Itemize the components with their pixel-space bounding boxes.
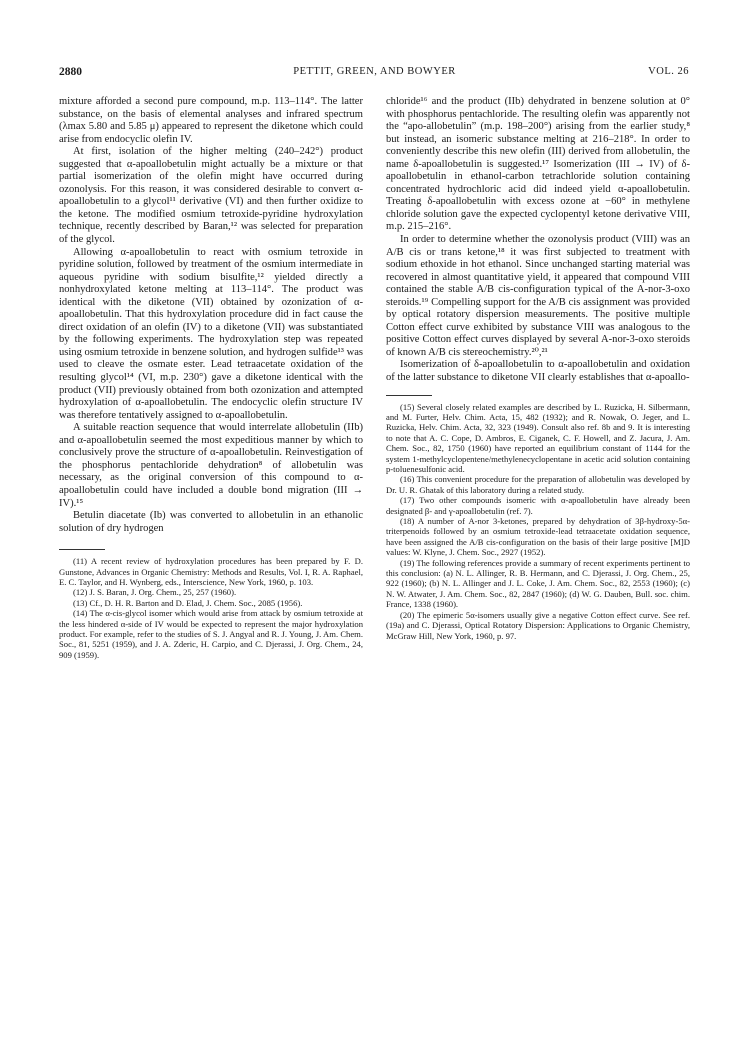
left-column — [59, 96, 363, 660]
body-paragraph: mixture afforded a second pure compound, m.p. 113–114°. The latter substance, on the basis of elemental analyses and infrared spectrum (λmax 5.80 and 5.85 μ) appeared to represent the diketone which could arise from endocyclic olefin IV. — [59, 96, 363, 145]
footnote: (19) The following references provide a summary of recent experiments pertinent to this conclusion: (a) N. L. Allinger, R. B. Hermann, and C. Djerassi, J. Org. Chem., 25, 922 (1960); (b) N. L. Allinger and J. L. Coke, J. Am. Chem. Soc., 82, 2553 (1960); (c) N. W. Atwater, J. Am. Chem. Soc., 82, 2847 (1960); (d) W. G. Dauben, Bull. soc. chim. France, 1338 (1960). — [386, 557, 690, 610]
body-paragraph: Isomerization of δ-apoallobetulin to α-apoallobetulin and oxidation of the latter substance to diketone VII clearly establishes that α-apoallo- — [386, 359, 690, 384]
body-paragraph: Betulin diacetate (Ib) was converted to allobetulin in an ethanolic solution of dry hydrogen — [59, 510, 363, 534]
page-number: 2880 — [59, 66, 82, 78]
body-paragraph: Allowing α-apoallobetulin to react with osmium tetroxide in pyridine solution, followed by treatment of the osmium intermediate in aqueous pyridine with sodium bisulfite,¹² yielded directly a nonhydroxylated ketone melting at 113–114°. The product was identical with the diketone (VII) obtained by ozonization of α-apoallobetulin. That this hydroxylation procedure did in fact cause the direct oxidation of an olefin (IV) to a diketone (VII) was substantiated by the following experiments. The hydroxylation step was repeated using osmium tetroxide in benzene solution, and hydrogen sulfide¹³ was used to cleave the osmate ester. Lead tetraacetate oxidation of the resulting glycol¹⁴ (VI, m.p. 230°) gave a diketone identical with the product (VII) previously obtained from both ozonization and attempted hydroxylation of α-apoallobetulin. The endocyclic olefin structure IV was therefore tentatively assigned to α-apoallobetulin. — [59, 246, 363, 421]
footnote: (18) A number of A-nor 3-ketones, prepared by dehydration of 3β-hydroxy-5α-triterpenoids followed by an osmium tetroxide-lead tetraacetate oxidation sequence, have been assigned the A/B cis-configuration on the basis of their large positive [M]D values: W. Klyne, J. Chem. Soc., 2927 (1952). — [386, 516, 690, 558]
footnote: (14) The α-cis-glycol isomer which would arise from attack by osmium tetroxide at the less hindered α-side of IV would be expected to represent the major hydroxylation product. For example, refer to the studies of S. J. Angyal and R. J. Young, J. Am. Chem. Soc., 81, 5251 (1959), and J. A. Zderic, H. Carpio, and C. Djerassi, J. Org. Chem., 24, 909 (1959). — [59, 608, 363, 660]
running-header-authors: PETTIT, GREEN, AND BOWYER — [293, 66, 456, 77]
footnote-divider — [386, 395, 432, 396]
body-paragraph: chloride¹⁶ and the product (IIb) dehydrated in benzene solution at 0° with phosphorus pentachloride. The resulting olefin was apparently not the “apo-allobetulin” (m.p. 198–200°) arising from the earlier study,⁸ but instead, an isomeric substance melting at 216–218°. In order to conveniently describe this new olefin (III) derived from allobetulin, the name δ-apoallobetulin is suggested.¹⁷ Isomerization (III → IV) of δ-apoallobetulin in ethanol-carbon tetrachloride solution containing concentrated hydrochloric acid did indeed yield α-apoallobetulin. Treating δ-apoallobetulin with excess ozone at −60° in methylene chloride solution gave the expected cyclopentyl ketone derivative VIII, m.p. 215–216°. — [386, 96, 690, 233]
footnote-divider — [59, 549, 105, 550]
footnote: (20) The epimeric 5α-isomers usually give a negative Cotton effect curve. See ref. (19a) and C. Djerassi, Optical Rotatory Dispersion: Applications to Organic Chemistry, McGraw Hill, New York, 1960, p. 97. — [386, 609, 690, 641]
body-paragraph: A suitable reaction sequence that would interrelate allobetulin (IIb) and α-apoallobetulin seemed the most expeditious manner by which to conclusively prove the structure of α-apoallobetulin. Reinvestigation of the phosphorus pentachloride dehydration⁸ of allobetulin was necessary, as the original conversion of this compound to α-apoallobetulin could have included a double bond migration (III → IV).¹⁵ — [59, 422, 363, 509]
footnote: (11) A recent review of hydroxylation procedures has been prepared by F. D. Gunstone, Advances in Organic Chemistry: Methods and Results, Vol. I, R. A. Raphael, E. C. Taylor, and H. Wynberg, eds., Interscience, New York, 1960, p. 103. — [59, 556, 363, 587]
footnote: (13) Cf., D. H. R. Barton and D. Elad, J. Chem. Soc., 2085 (1956). — [73, 597, 303, 608]
footnote: (12) J. S. Baran, J. Org. Chem., 25, 257 (1960). — [73, 587, 237, 598]
footnote: (17) Two other compounds isomeric with α-apoallobetulin have already been designated β- and γ-apoallobetulin (ref. 7). — [386, 495, 690, 516]
right-column — [386, 96, 690, 641]
volume-label: VOL. 26 — [648, 66, 689, 77]
body-paragraph: At first, isolation of the higher melting (240–242°) product suggested that α-apoallobetulin might actually be a mixture or that partial isomerization of the olefin might have occurred during ozonolysis. For this reason, it was considered desirable to convert α-apoallobetulin to a glycol¹¹ derivative (VI) and then further oxidize to the ketone. The modified osmium tetroxide-pyridine hydroxylation technique, recently described by Baran,¹² was selected for preparation of the glycol. — [59, 146, 363, 246]
body-paragraph: In order to determine whether the ozonolysis product (VIII) was an A/B cis or trans ketone,¹⁸ it was first subjected to treatment with sodium ethoxide in hot ethanol. Since unchanged starting material was recovered in almost quantitative yield, it appeared that compound VIII contained the stable A/B cis-configuration typical of the A-nor-3-oxo steroids.¹⁹ Compelling support for the A/B cis assignment was provided by optical rotatory dispersion measurements. The positive multiple Cotton effect curve exhibited by substance VIII was analogous to the positive Cotton effect curves displayed by several A-nor-3-oxo steroids of known A/B cis stereochemistry.²⁰,²¹ — [386, 234, 690, 358]
footnote: (16) This convenient procedure for the preparation of allobetulin was developed by Dr. U. R. Ghatak of this laboratory during a related study. — [386, 474, 690, 495]
footnote: (15) Several closely related examples are described by L. Ruzicka, H. Silbermann, and M. Furter, Helv. Chim. Acta, 15, 482 (1932); and R. Nowak, O. Jeger, and L. Ruzicka, Helv. Chim. Acta, 32, 323 (1949). Consult also ref. 8b and 9. It is interesting to note that A. C. Cope, D. Ambros, E. Ciganek, C. F. Howell, and Z. Jacura, J. Am. Chem. Soc., 82, 1750 (1960) have reported an equilibrium constant of 1144 for the system 1-methylcyclopentene/methylenecyclopentane in acetic acid solution containing p-toluenesulfonic acid. — [386, 401, 690, 475]
